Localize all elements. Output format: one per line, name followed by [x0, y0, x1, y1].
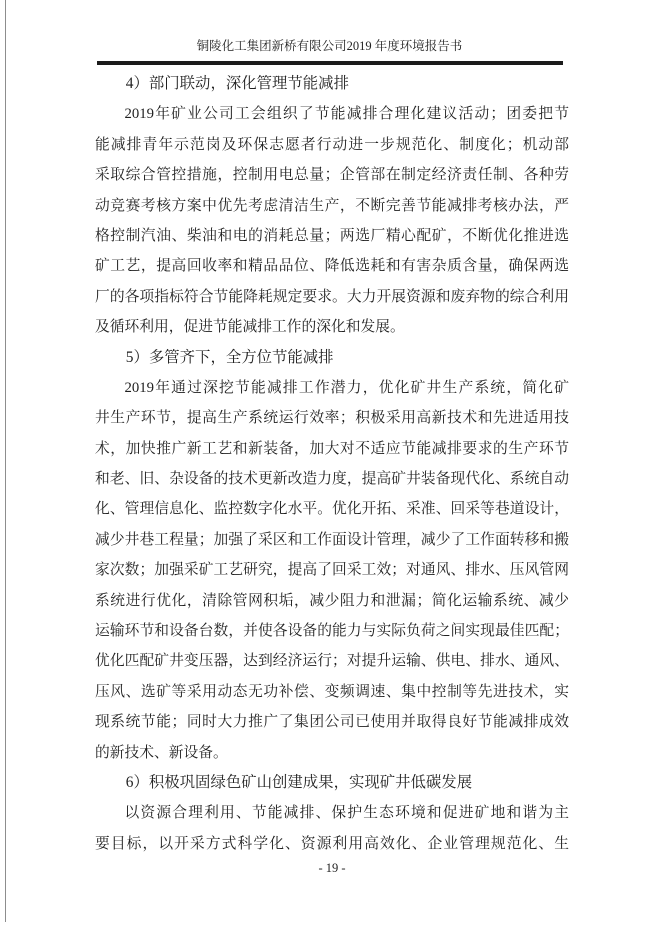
section-heading: 6）积极巩固绿色矿山创建成果，实现矿井低碳发展 [125, 773, 473, 791]
paragraph-line: 减少井巷工程量；加强了采区和工作面设计管理，减少了工作面转移和搬 [95, 531, 569, 548]
page-number: - 19 - [318, 861, 346, 875]
paragraph-line: 家次数；加强采矿工艺研究，提高了回采工效；对通风、排水、压风管网 [95, 562, 569, 579]
paragraph-line: 2019年矿业公司工会组织了节能减排合理化建议活动；团委把节 [124, 106, 569, 123]
page-left-edge-line [5, 0, 6, 922]
header-title: 铜陵化工集团新桥有限公司2019 年度环境报告书 [196, 39, 463, 53]
document-body [95, 69, 569, 859]
paragraph-line: 的新技术、新设备。 [95, 744, 228, 761]
section-heading: 5）多管齐下，全方位节能减排 [125, 348, 334, 366]
paragraph-line: 2019年通过深挖节能减排工作潜力，优化矿井生产系统，简化矿 [124, 379, 569, 396]
paragraph-line: 动竞赛考核方案中优先考虑清洁生产，不断完善节能减排考核办法，严 [95, 197, 569, 214]
paragraph-line: 以资源合理利用、节能减排、保护生态环境和促进矿地和谐为主 [124, 805, 569, 822]
paragraph-line: 化、管理信息化、监控数字化水平。优化开拓、采准、回采等巷道设计， [95, 501, 569, 518]
header-rule [97, 61, 563, 65]
paragraph-line: 及循环利用，促进节能减排工作的深化和发展。 [95, 319, 405, 336]
section-heading: 4）部门联动，深化管理节能减排 [125, 75, 349, 92]
paragraph-line: 矿工艺，提高回收率和精品品位、降低选耗和有害杂质含量，确保两选 [95, 258, 569, 275]
page-footer [95, 856, 569, 880]
paragraph-line: 压风、选矿等采用动态无功补偿、变频调速、集中控制等先进技术，实 [95, 683, 569, 700]
paragraph-line: 厂的各项指标符合节能降耗规定要求。大力开展资源和废弃物的综合利用 [95, 288, 569, 305]
paragraph-line: 系统进行优化，清除管网积垢，减少阻力和泄漏；简化运输系统、减少 [95, 592, 569, 609]
paragraph-line: 和老、旧、杂设备的技术更新改造力度，提高矿井装备现代化、系统自动 [95, 471, 569, 488]
paragraph-line: 运输环节和设备台数，并使各设备的能力与实际负荷之间实现最佳匹配； [95, 623, 569, 640]
paragraph-line: 要目标，以开采方式科学化、资源利用高效化、企业管理规范化、生 [95, 835, 569, 852]
paragraph-line: 采取综合管控措施，控制用电总量；企管部在制定经济责任制、各种劳 [95, 167, 569, 184]
paragraph-line: 格控制汽油、柴油和电的消耗总量；两选厂精心配矿，不断优化推进选 [95, 227, 569, 244]
paragraph-line: 现系统节能；同时大力推广了集团公司已使用并取得良好节能减排成效 [95, 714, 569, 731]
paragraph-line: 能减排青年示范岗及环保志愿者行动进一步规范化、制度化；机动部 [95, 136, 569, 153]
paragraph-line: 井生产环节，提高生产系统运行效率；积极采用高新技术和先进适用技 [95, 410, 569, 427]
paragraph-line: 优化匹配矿井变压器，达到经济运行；对提升运输、供电、排水、通风、 [95, 653, 569, 670]
paragraph-line: 术，加快推广新工艺和新装备，加大对不适应节能减排要求的生产环节 [95, 440, 569, 457]
